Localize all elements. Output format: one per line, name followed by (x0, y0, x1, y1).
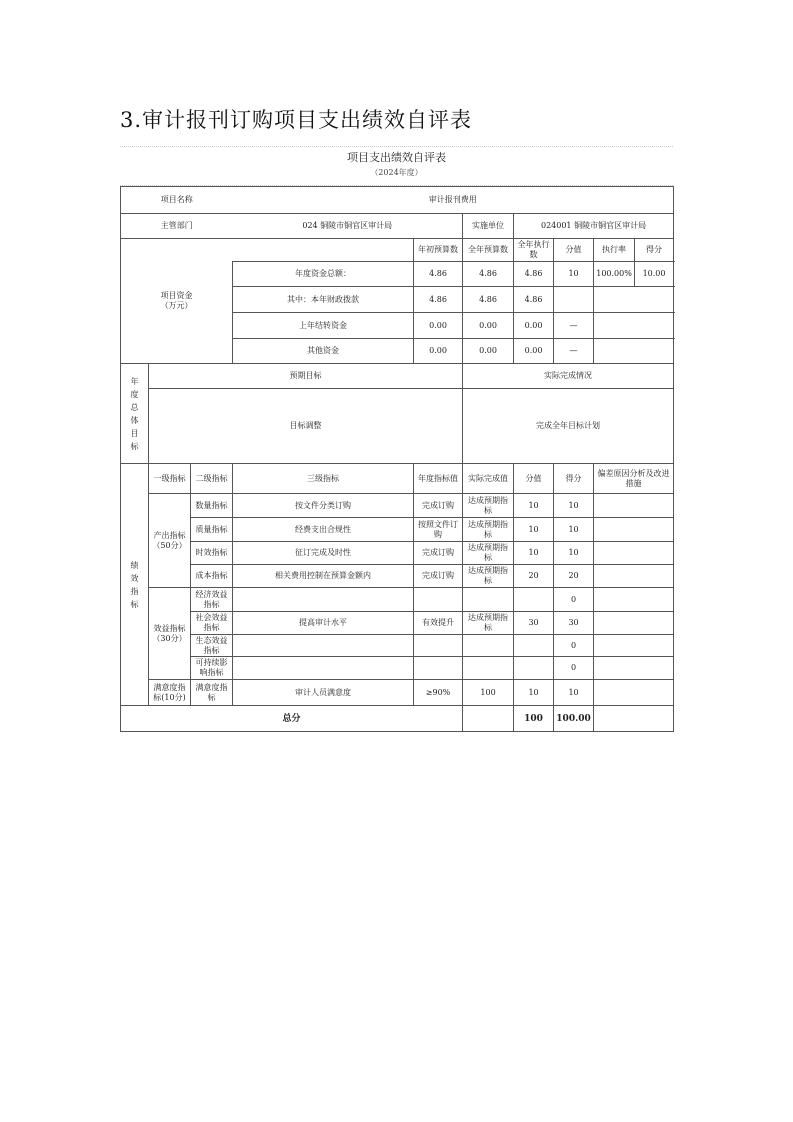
perf-row (121, 565, 674, 588)
funds-row-rate-score (594, 287, 674, 313)
perf-row-score: 20 (554, 565, 594, 588)
funds-row-weight (554, 287, 594, 313)
perf-row-level2: 社会效益指标 (191, 612, 233, 635)
funds-row-weight: 10 (554, 262, 594, 287)
funds-row-initial: 4.86 (414, 262, 463, 287)
perf-row-score: 10 (554, 680, 594, 706)
perf-row-level2: 生态效益指标 (191, 635, 233, 657)
perf-row-target: 完成订购 (414, 494, 463, 518)
perf-row-score: 0 (554, 635, 594, 657)
perf-row-target: 按照文件订购 (414, 518, 463, 542)
perf-row-level3 (233, 588, 414, 612)
perf-row-actual: 100 (463, 680, 514, 706)
perf-row (121, 494, 674, 518)
goals-header-row (121, 364, 674, 389)
perf-row-level2: 经济效益指标 (191, 588, 233, 612)
perf-row-weight: 10 (514, 494, 554, 518)
perf-row-actual: 达成预期指标 (463, 542, 514, 565)
form-year: （2024年度） (370, 168, 423, 177)
funds-row-rate-score (594, 313, 674, 339)
funds-row-annual: 0.00 (463, 339, 514, 364)
funds-header-rate: 执行率 (594, 239, 635, 261)
total-label: 总分 (121, 706, 463, 732)
perf-row (121, 588, 674, 612)
funds-row-name: 其中：本年财政拨款 (233, 287, 414, 313)
department-row (121, 214, 674, 239)
perf-row (121, 518, 674, 542)
implementing-unit-label: 实施单位 (463, 214, 514, 239)
perf-row-score: 10 (554, 494, 594, 518)
perf-row-level3: 按文件分类订购 (233, 494, 414, 518)
funds-row-executed: 0.00 (514, 339, 554, 364)
funds-row-name: 年度资金总额： (233, 262, 414, 287)
perf-row-target: 有效提升 (414, 612, 463, 635)
perf-header-deviation: 偏差原因分析及改进措施 (594, 464, 674, 494)
perf-row-score: 0 (554, 657, 594, 680)
perf-row (121, 612, 674, 635)
perf-row-note (594, 680, 674, 706)
perf-row-actual (463, 588, 514, 612)
department-label: 主管部门 (121, 214, 233, 239)
perf-row-actual: 达成预期指标 (463, 565, 514, 588)
funds-row-rate: 100.00% (594, 262, 635, 286)
perf-row-actual (463, 635, 514, 657)
perf-row-target (414, 588, 463, 612)
implementing-unit-value: 024001 铜陵市铜官区审计局 (514, 214, 674, 239)
funds-row-rate-score (594, 339, 674, 364)
funds-row-name: 其他资金 (233, 339, 414, 364)
perf-row-level3: 相关费用控制在预算金额内 (233, 565, 414, 588)
perf-row-level3: 提高审计水平 (233, 612, 414, 635)
perf-row (121, 680, 674, 706)
funds-row-executed: 4.86 (514, 287, 554, 313)
perf-row-target: 完成订购 (414, 542, 463, 565)
funds-header-score: 得分 (646, 245, 663, 254)
perf-row-weight: 20 (514, 565, 554, 588)
perf-row-weight: 10 (514, 542, 554, 565)
funds-header-annual: 全年预算数 (463, 239, 514, 262)
perf-row-weight: 30 (514, 612, 554, 635)
perf-row-weight (514, 588, 554, 612)
perf-header-target: 年度指标值 (414, 464, 463, 494)
page-heading: 3.审计报刊订购项目支出绩效自评表 (120, 108, 473, 132)
total-score: 100.00 (554, 706, 594, 732)
funds-header-row (121, 239, 674, 262)
funds-row-executed: 0.00 (514, 313, 554, 339)
perf-row-weight: 10 (514, 518, 554, 542)
perf-row-note (594, 518, 674, 542)
perf-row-level2: 满意度指标 (191, 680, 233, 706)
perf-row-score: 10 (554, 542, 594, 565)
perf-row-actual: 达成预期指标 (463, 494, 514, 518)
perf-row-note (594, 657, 674, 680)
perf-row-target (414, 657, 463, 680)
funds-row-initial: 0.00 (414, 339, 463, 364)
funds-row-initial: 0.00 (414, 313, 463, 339)
perf-row-level2: 时效指标 (191, 542, 233, 565)
perf-row-level2: 成本指标 (191, 565, 233, 588)
perf-row-level3 (233, 635, 414, 657)
project-name-value: 审计报刊费用 (233, 187, 674, 214)
benefit-indicators-label: 效益指标 （30分） (149, 588, 191, 680)
perf-row-actual: 达成预期指标 (463, 518, 514, 542)
perf-row-target (414, 635, 463, 657)
total-weight: 100 (514, 706, 554, 732)
performance-indicators-label: 绩效指标 (121, 464, 149, 706)
form-title: 项目支出绩效自评表 (347, 151, 446, 164)
perf-row-level2: 可持续影响指标 (191, 657, 233, 680)
funds-header-initial: 年初预算数 (414, 239, 463, 262)
total-actual (463, 706, 514, 732)
perf-row-weight (514, 657, 554, 680)
perf-row-target: 完成订购 (414, 565, 463, 588)
project-name-label: 项目名称 (121, 187, 233, 214)
perf-row-note (594, 542, 674, 565)
perf-row-level2: 质量指标 (191, 518, 233, 542)
output-indicators-label: 产出指标 （50分） (149, 494, 191, 588)
evaluation-table (120, 186, 674, 732)
annual-goals-label: 年度总体目标 (121, 364, 149, 464)
funds-row-weight: — (554, 313, 594, 339)
funds-label: 项目资金 （万元） (121, 239, 233, 364)
perf-row-actual: 达成预期指标 (463, 612, 514, 635)
perf-row (121, 657, 674, 680)
funds-header-weight: 分值 (554, 239, 594, 262)
perf-row-note (594, 635, 674, 657)
funds-row-score: 10.00 (642, 269, 666, 278)
perf-row-note (594, 588, 674, 612)
perf-row-level3: 审计人员满意度 (233, 680, 414, 706)
perf-row-weight (514, 635, 554, 657)
actual-completion-text: 完成全年目标计划 (463, 389, 674, 464)
perf-header-score: 得分 (554, 464, 594, 494)
perf-row (121, 635, 674, 657)
funds-row-initial: 4.86 (414, 287, 463, 313)
funds-row-weight: — (554, 339, 594, 364)
perf-header-weight: 分值 (514, 464, 554, 494)
perf-row-level3: 经费支出合规性 (233, 518, 414, 542)
perf-row-note (594, 494, 674, 518)
perf-row (121, 542, 674, 565)
perf-row-score: 10 (554, 518, 594, 542)
perf-row-level2: 数量指标 (191, 494, 233, 518)
perf-row-target: ≥90% (414, 680, 463, 706)
funds-row-annual: 0.00 (463, 313, 514, 339)
expected-goal-text: 目标调整 (149, 389, 463, 464)
perf-header-actual: 实际完成值 (463, 464, 514, 494)
total-note (594, 706, 674, 732)
actual-completion-header: 实际完成情况 (463, 364, 674, 389)
form-title-bar (120, 146, 673, 186)
perf-row-score: 0 (554, 588, 594, 612)
funds-row-executed: 4.86 (514, 262, 554, 287)
perf-header-level3: 三级指标 (233, 464, 414, 494)
funds-row-annual: 4.86 (463, 262, 514, 287)
perf-row-level3: 征订完成及时性 (233, 542, 414, 565)
funds-header-executed: 全年执行数 (514, 239, 554, 262)
total-row (121, 706, 674, 732)
satisfaction-indicators-label: 满意度指 标(10分) (149, 680, 191, 706)
funds-row-name: 上年结转资金 (233, 313, 414, 339)
goals-content-row (121, 389, 674, 464)
expected-goal-header: 预期目标 (149, 364, 463, 389)
perf-row-level3 (233, 657, 414, 680)
funds-row-annual: 4.86 (463, 287, 514, 313)
perf-header-row (121, 464, 674, 494)
perf-row-actual (463, 657, 514, 680)
project-name-row (121, 187, 674, 214)
perf-row-note (594, 612, 674, 635)
perf-header-level1: 一级指标 (149, 464, 191, 494)
perf-row-note (594, 565, 674, 588)
perf-row-weight: 10 (514, 680, 554, 706)
perf-row-score: 30 (554, 612, 594, 635)
department-value: 024 铜陵市铜官区审计局 (233, 214, 463, 239)
perf-header-level2: 二级指标 (191, 464, 233, 494)
self-evaluation-form (120, 146, 673, 732)
